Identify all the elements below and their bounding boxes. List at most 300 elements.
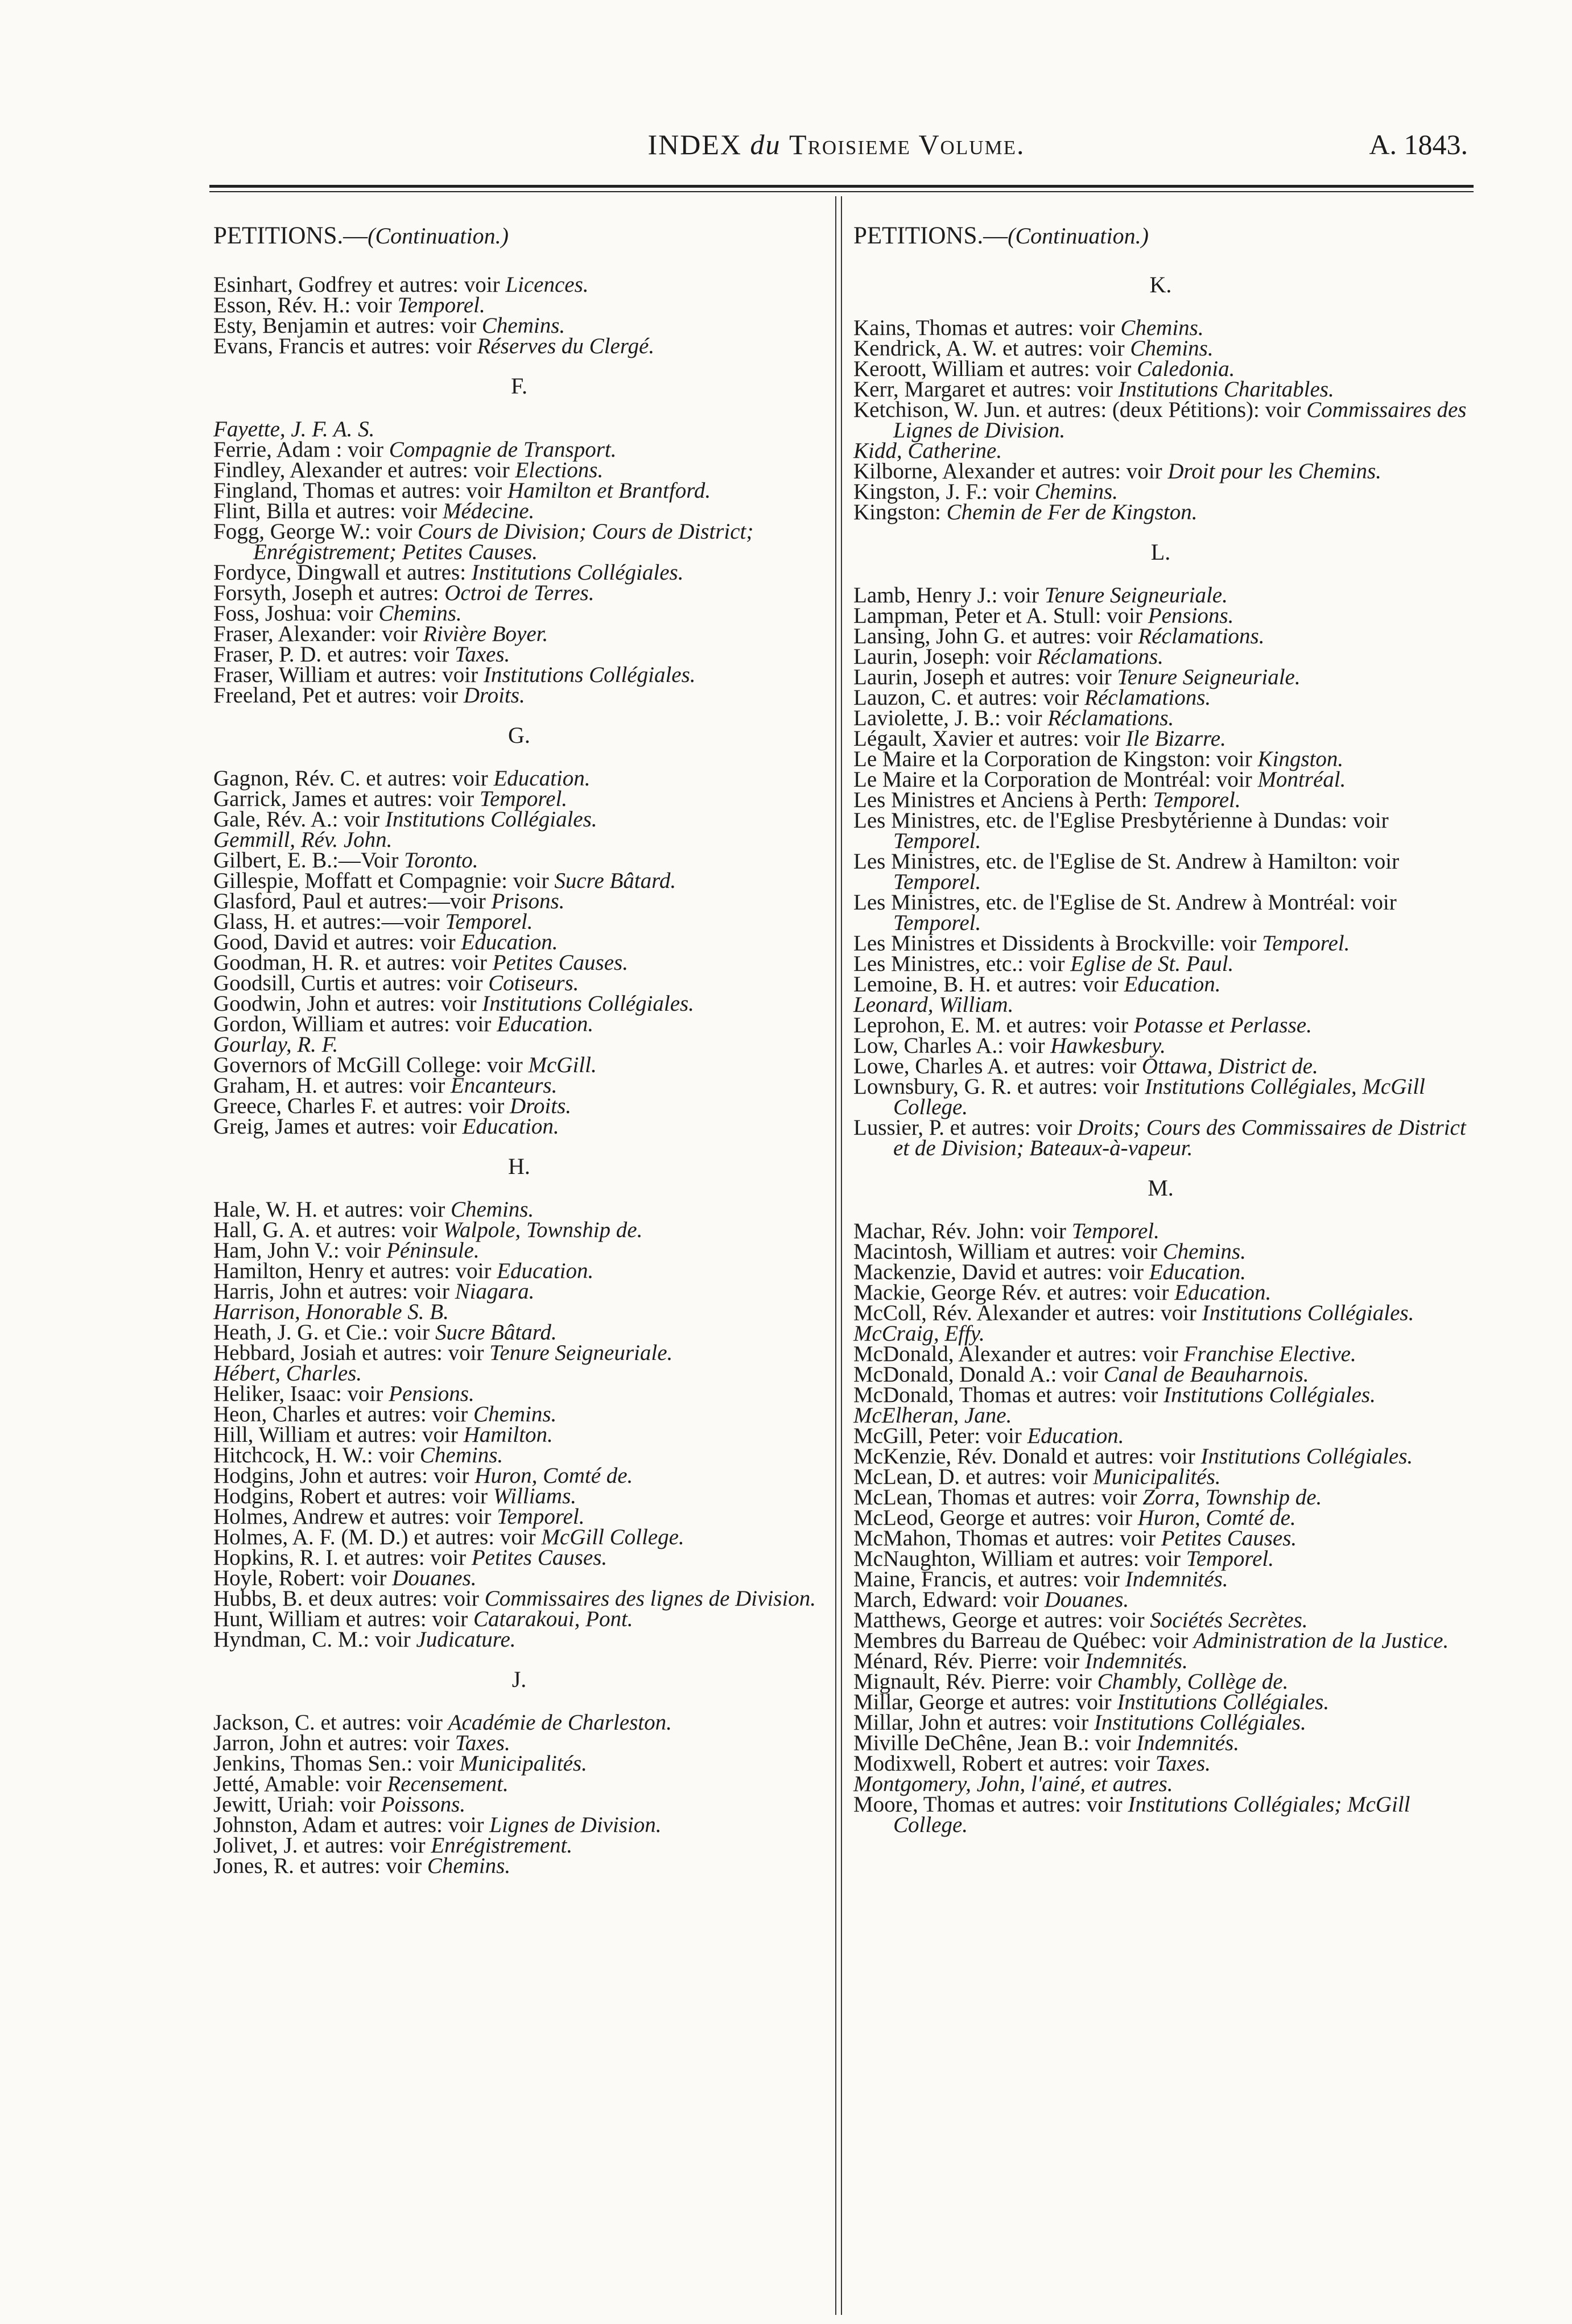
- index-entry: [213, 768, 825, 789]
- entry-reference: Tenure Seigneuriale.: [489, 1341, 673, 1365]
- entry-reference: Temporel.: [1071, 1219, 1160, 1243]
- entry-reference: Réserves du Clergé.: [477, 334, 655, 358]
- index-entry: [853, 1528, 1468, 1549]
- entry-reference: Walpole, Township de.: [443, 1218, 643, 1242]
- entry-reference: Tenure Seigneuriale.: [1044, 583, 1228, 607]
- index-entry: [853, 359, 1468, 379]
- index-entry: [853, 1344, 1468, 1364]
- entry-name: Hebbard, Josiah et autres: voir: [213, 1341, 490, 1365]
- index-entry: [853, 441, 1468, 461]
- index-entry: [213, 1240, 825, 1261]
- entry-name: Fraser, P. D. et autres: voir: [213, 642, 455, 667]
- index-entry: [213, 1302, 825, 1322]
- column-divider-left: [835, 196, 836, 2315]
- index-letter-heading: H.: [508, 1153, 530, 1179]
- entry-name: Jetté, Amable: voir: [213, 1772, 387, 1796]
- index-entry: [213, 830, 825, 850]
- entry-name: Ferrie, Adam : voir: [213, 437, 389, 462]
- entry-reference: Pensions.: [389, 1382, 475, 1406]
- right-entries: [853, 272, 1468, 1837]
- entry-reference: Institutions Collégiales.: [1094, 1710, 1306, 1735]
- entry-reference: Médecine.: [442, 499, 535, 523]
- entry-name: Kerr, Margaret et autres: voir: [853, 377, 1119, 402]
- entry-name: Hyndman, C. M.: voir: [213, 1627, 416, 1652]
- entry-name: Flint, Billa et autres: voir: [213, 499, 443, 523]
- index-entry: [853, 1467, 1468, 1487]
- index-entry: [853, 1262, 1468, 1283]
- entry-name: Fayette, J. F. A. S.: [213, 417, 375, 441]
- index-entry: [213, 1794, 825, 1815]
- entry-reference: Temporel.: [1153, 788, 1241, 812]
- index-entry: [853, 974, 1468, 995]
- entry-name: Laviolette, J. B.: voir: [853, 706, 1048, 730]
- index-entry: [853, 1056, 1468, 1077]
- index-entry: [853, 1115, 1468, 1160]
- entry-reference: Douanes.: [1044, 1587, 1129, 1612]
- index-entry: [213, 1504, 825, 1529]
- entry-reference: Droit pour les Chemins.: [1167, 459, 1381, 483]
- index-entry: [213, 1527, 825, 1548]
- left-column: [213, 219, 825, 1876]
- entry-name: Mignault, Rév. Pierre: voir: [853, 1669, 1097, 1694]
- entry-reference: Taxes.: [455, 642, 510, 667]
- entry-name: Hunt, William et autres: voir: [213, 1607, 473, 1631]
- index-entry: [853, 1569, 1468, 1590]
- entry-name: Millar, John et autres: voir: [853, 1710, 1095, 1735]
- entry-name: Graham, H. et autres: voir: [213, 1073, 451, 1098]
- index-entry: [213, 932, 825, 953]
- entry-name: Esty, Benjamin et autres: voir: [213, 313, 482, 338]
- index-entry: [853, 1239, 1468, 1264]
- index-entry: [853, 1774, 1468, 1794]
- entry-reference: Temporel.: [497, 1504, 585, 1529]
- index-entry: [853, 1280, 1468, 1305]
- index-entry: [853, 502, 1468, 523]
- index-entry: [213, 501, 825, 522]
- header-rule-thick: [209, 185, 1474, 188]
- entry-name: Gagnon, Rév. C. et autres: voir: [213, 766, 494, 791]
- index-entry: [213, 1363, 825, 1384]
- index-letter-heading: L.: [1150, 539, 1171, 565]
- entry-name: Macintosh, William et autres: voir: [853, 1239, 1163, 1264]
- index-entry: [213, 583, 825, 603]
- entry-reference: Institutions Collégiales, McGill College.: [893, 1074, 1425, 1119]
- entry-name: Glasford, Paul et autres:—voir: [213, 889, 492, 913]
- entry-reference: Chemins.: [427, 1854, 511, 1878]
- index-entry: [213, 665, 825, 685]
- entry-name: Modixwell, Robert et autres: voir: [853, 1751, 1156, 1776]
- column-divider-right: [841, 196, 842, 2315]
- index-entry: [213, 1220, 825, 1240]
- index-entry: [213, 336, 825, 357]
- index-entry: [213, 909, 825, 934]
- index-entry: [853, 767, 1468, 792]
- index-entry: [853, 954, 1468, 974]
- entry-name: Hopkins, R. I. et autres: voir: [213, 1545, 472, 1570]
- entry-name: Jolivet, J. et autres: voir: [213, 1833, 431, 1858]
- index-entry: [853, 1446, 1468, 1467]
- index-entry: [213, 644, 825, 665]
- entry-reference: Education.: [497, 1259, 594, 1283]
- index-entry: [853, 1546, 1468, 1571]
- entry-name: Greig, James et autres: voir: [213, 1114, 463, 1139]
- index-entry: [213, 685, 825, 706]
- entry-name: Kidd, Catherine.: [853, 439, 1002, 463]
- entry-reference: Institutions Collégiales.: [482, 991, 694, 1016]
- index-entry: [853, 810, 1468, 851]
- index-entry: [853, 1587, 1468, 1612]
- index-entry: [853, 1508, 1468, 1528]
- index-entry: [213, 1343, 825, 1363]
- entry-name: McDonald, Thomas et autres: voir: [853, 1383, 1164, 1407]
- entry-reference: Poissons.: [381, 1792, 466, 1817]
- entry-reference: Temporel.: [893, 911, 981, 935]
- left-heading-continuation: (Continuation.): [368, 223, 509, 249]
- index-entry: [853, 1487, 1468, 1508]
- entry-reference: Niagara.: [455, 1279, 535, 1304]
- index-entry: [853, 318, 1468, 338]
- entry-name: Hodgins, Robert et autres: voir: [213, 1484, 493, 1508]
- index-letter-heading: J.: [511, 1667, 527, 1692]
- entry-reference: Temporel.: [1186, 1546, 1274, 1571]
- entry-name: Holmes, A. F. (M. D.) et autres: voir: [213, 1525, 542, 1549]
- index-entry: [213, 1116, 825, 1137]
- entry-name: Kingston, J. F.: voir: [853, 479, 1035, 504]
- index-entry: [853, 479, 1468, 504]
- index-entry: [853, 667, 1468, 688]
- index-entry: [213, 973, 825, 994]
- entry-name: Laurin, Joseph et autres: voir: [853, 665, 1117, 689]
- entry-name: Glass, H. et autres:—voir: [213, 909, 445, 934]
- entry-name: Ketchison, W. Jun. et autres: (deux Pétitions): voir: [853, 398, 1307, 422]
- entry-name: Ham, John V.: voir: [213, 1238, 387, 1263]
- index-entry: [213, 1096, 825, 1116]
- entry-reference: Temporel.: [445, 909, 533, 934]
- entry-reference: Institutions Collégiales.: [471, 560, 684, 585]
- right-heading-continuation: (Continuation.): [1008, 223, 1149, 249]
- left-column-heading: [213, 219, 825, 253]
- entry-name: Heath, J. G. et Cie.: voir: [213, 1320, 435, 1345]
- index-entry: [213, 1422, 825, 1447]
- entry-name: Mackenzie, David et autres: voir: [853, 1260, 1149, 1284]
- left-heading-text: PETITIONS.—: [213, 222, 368, 249]
- index-entry: [213, 1835, 825, 1856]
- index-entry: [853, 644, 1468, 669]
- index-letter-heading: F.: [510, 373, 528, 399]
- index-entry: [853, 933, 1468, 954]
- entry-name: Kilborne, Alexander et autres: voir: [853, 459, 1168, 483]
- entry-name: McLean, D. et autres: voir: [853, 1465, 1094, 1489]
- entry-reference: Tenure Seigneuriale.: [1117, 665, 1301, 689]
- entry-name: Harrison, Honorable S. B.: [213, 1300, 449, 1324]
- index-entry: [213, 1710, 825, 1735]
- index-entry: [853, 1651, 1468, 1672]
- index-entry: [213, 1445, 825, 1466]
- index-entry: [213, 1586, 825, 1611]
- entry-reference: Institutions Collégiales.: [1200, 1444, 1413, 1469]
- index-entry: [853, 749, 1468, 770]
- entry-reference: Hamilton.: [463, 1422, 553, 1447]
- right-column: [853, 219, 1468, 1835]
- entry-name: Garrick, James et autres: voir: [213, 787, 480, 811]
- entry-reference: Catarakoui, Pont.: [473, 1607, 633, 1631]
- entry-name: McDonald, Donald A.: voir: [853, 1362, 1104, 1387]
- index-entry: [213, 1014, 825, 1035]
- entry-reference: Pensions.: [1148, 603, 1234, 628]
- entry-reference: Petites Causes.: [471, 1545, 608, 1570]
- index-entry: [853, 1426, 1468, 1446]
- index-entry: [853, 685, 1468, 710]
- index-entry: [213, 1281, 825, 1302]
- index-entry: [213, 1815, 825, 1835]
- entry-reference: Institutions Collégiales.: [385, 807, 597, 832]
- entry-reference: McGill College.: [541, 1525, 684, 1549]
- index-entry: [853, 1321, 1468, 1346]
- entry-reference: Chemins.: [1120, 316, 1204, 340]
- entry-name: Esson, Rév. H.: voir: [213, 293, 398, 317]
- entry-name: Lauzon, C. et autres: voir: [853, 685, 1085, 710]
- index-entry: [213, 1545, 825, 1570]
- entry-name: Leonard, William.: [853, 993, 1014, 1017]
- index-entry: [213, 295, 825, 316]
- entry-name: Heon, Charles et autres: voir: [213, 1402, 474, 1426]
- entry-reference: Temporel.: [1262, 931, 1350, 956]
- entry-name: Hubbs, B. et deux autres: voir: [213, 1586, 485, 1611]
- index-entry: [853, 1733, 1468, 1754]
- entry-name: Good, David et autres: voir: [213, 930, 461, 954]
- entry-reference: Chemins.: [481, 313, 566, 338]
- index-entry: [853, 1610, 1468, 1631]
- entry-reference: Temporel.: [479, 787, 568, 811]
- index-entry: [213, 560, 825, 585]
- entry-reference: Octroi de Terres.: [444, 581, 595, 605]
- entry-name: Mackie, George Rév. et autres: voir: [853, 1280, 1175, 1305]
- index-entry: [853, 1033, 1468, 1058]
- entry-name: Goodwin, John et autres: voir: [213, 991, 482, 1016]
- index-entry: [213, 478, 825, 503]
- entry-name: Membres du Barreau de Québec: voir: [853, 1628, 1194, 1653]
- index-entry: [853, 1692, 1468, 1713]
- entry-reference: Lignes de Division.: [489, 1813, 662, 1837]
- index-letter-heading: G.: [508, 722, 530, 748]
- index-entry: [213, 1774, 825, 1794]
- index-entry: [213, 460, 825, 481]
- entry-name: Jenkins, Thomas Sen.: voir: [213, 1751, 460, 1776]
- index-entry: [213, 272, 825, 297]
- index-entry: [213, 1073, 825, 1098]
- page-header: [205, 128, 1468, 162]
- entry-reference: Compagnie de Transport.: [389, 437, 617, 462]
- entry-reference: Cotiseurs.: [488, 971, 579, 995]
- index-entry: [853, 603, 1468, 628]
- page-title: [205, 128, 1468, 161]
- entry-name: Greece, Charles F. et autres: voir: [213, 1094, 510, 1118]
- index-entry: [213, 991, 825, 1016]
- right-column-heading: [853, 219, 1468, 253]
- entry-name: Lansing, John G. et autres: voir: [853, 624, 1138, 648]
- entry-reference: Recensement.: [387, 1772, 509, 1796]
- entry-reference: Indemnités.: [1125, 1567, 1228, 1591]
- entry-reference: Hamilton et Brantford.: [508, 478, 711, 503]
- index-entry: [213, 624, 825, 644]
- index-entry: [853, 585, 1468, 606]
- index-entry: [853, 708, 1468, 729]
- entry-name: Hill, William et autres: voir: [213, 1422, 464, 1447]
- entry-name: Lamb, Henry J.: voir: [853, 583, 1045, 607]
- entry-name: Findley, Alexander et autres: voir: [213, 458, 515, 482]
- entry-name: Governors of McGill College: voir: [213, 1053, 529, 1077]
- entry-name: Hitchcock, H. W.: voir: [213, 1443, 420, 1467]
- index-entry: [213, 1751, 825, 1776]
- entry-name: Jones, R. et autres: voir: [213, 1854, 427, 1878]
- entry-reference: Petites Causes.: [492, 950, 628, 975]
- entry-name: Fraser, Alexander: voir: [213, 622, 423, 646]
- entry-reference: Potasse et Perlasse.: [1133, 1013, 1312, 1037]
- index-entry: [213, 1261, 825, 1281]
- entry-name: Low, Charles A.: voir: [853, 1033, 1051, 1058]
- entry-name: Les Ministres, etc. de l'Eglise de St. Andrew à Hamilton: voir: [853, 849, 1400, 874]
- entry-reference: Education.: [493, 766, 591, 791]
- index-entry: [213, 950, 825, 975]
- index-entry: [853, 1794, 1468, 1835]
- entry-name: March, Edward: voir: [853, 1587, 1045, 1612]
- index-entry: [213, 1197, 825, 1222]
- index-entry: [853, 1669, 1468, 1694]
- entry-reference: Chemins.: [450, 1197, 534, 1222]
- index-entry: [853, 1405, 1468, 1426]
- index-entry: [853, 726, 1468, 751]
- entry-reference: Williams.: [493, 1484, 577, 1508]
- entry-reference: Droits; Cours des Commissaires de District et de Division; Bateaux-à-vapeur.: [893, 1115, 1466, 1160]
- entry-reference: Rivière Boyer.: [423, 622, 548, 646]
- entry-name: Le Maire et la Corporation de Kingston: voir: [853, 747, 1258, 771]
- entry-name: McColl, Rév. Alexander et autres: voir: [853, 1301, 1202, 1325]
- entry-name: Les Ministres, etc. de l'Eglise de St. Andrew à Montréal: voir: [853, 890, 1397, 915]
- entry-name: Hébert, Charles.: [213, 1361, 362, 1386]
- index-entry: [853, 400, 1468, 441]
- entry-reference: Réclamations.: [1084, 685, 1211, 710]
- entry-name: Gale, Rév. A.: voir: [213, 807, 385, 832]
- entry-reference: Institutions Collégiales; McGill College.: [893, 1792, 1410, 1837]
- entry-reference: Chemins.: [1034, 479, 1118, 504]
- entry-reference: Temporel.: [397, 293, 485, 317]
- entry-name: McDonald, Alexander et autres: voir: [853, 1342, 1184, 1366]
- entry-name: McMahon, Thomas et autres: voir: [853, 1526, 1161, 1550]
- index-entry: [213, 1322, 825, 1343]
- entry-reference: Sucre Bâtard.: [554, 869, 676, 893]
- title-index: INDEX: [647, 129, 742, 160]
- entry-name: Maine, Francis, et autres: voir: [853, 1567, 1125, 1591]
- right-heading-text: PETITIONS.—: [853, 222, 1008, 249]
- entry-reference: Municipalités.: [1093, 1465, 1221, 1489]
- entry-name: Lussier, P. et autres: voir: [853, 1115, 1078, 1140]
- index-entry: [213, 1733, 825, 1754]
- entry-name: Gordon, William et autres: voir: [213, 1012, 497, 1036]
- entry-name: Gillespie, Moffatt et Compagnie: voir: [213, 869, 555, 893]
- entry-reference: Education.: [1174, 1280, 1272, 1305]
- entry-reference: Eglise de St. Paul.: [1070, 952, 1234, 976]
- entry-reference: Sucre Bâtard.: [435, 1320, 557, 1345]
- index-entry: [213, 603, 825, 624]
- index-entry: [213, 1856, 825, 1876]
- entry-reference: Huron, Comté de.: [475, 1463, 633, 1488]
- index-entry: [853, 461, 1468, 482]
- entry-reference: Péninsule.: [386, 1238, 480, 1263]
- entry-reference: Chemins.: [1130, 336, 1214, 361]
- entry-reference: Licences.: [505, 272, 589, 297]
- index-entry: [853, 1751, 1468, 1776]
- index-entry: [213, 1568, 825, 1589]
- entry-name: Foss, Joshua: voir: [213, 601, 379, 626]
- entry-name: Miville DeChêne, Jean B.: voir: [853, 1731, 1137, 1755]
- entry-reference: Réclamations.: [1047, 706, 1174, 730]
- entry-name: Matthews, George et autres: voir: [853, 1608, 1150, 1632]
- entry-reference: Taxes.: [455, 1731, 510, 1755]
- entry-reference: Indemnités.: [1084, 1649, 1188, 1673]
- entry-reference: Education.: [1027, 1424, 1124, 1448]
- entry-reference: Droits.: [463, 683, 525, 708]
- entry-reference: Canal de Beauharnois.: [1103, 1362, 1309, 1387]
- entry-name: Kains, Thomas et autres: voir: [853, 316, 1121, 340]
- entry-name: Esinhart, Godfrey et autres: voir: [213, 272, 506, 297]
- index-letter-heading: K.: [1149, 272, 1172, 297]
- entry-reference: Ottawa, District de.: [1141, 1054, 1318, 1078]
- entry-name: McElheran, Jane.: [853, 1403, 1012, 1428]
- index-entry: [213, 1404, 825, 1425]
- entry-reference: Temporel.: [893, 870, 981, 894]
- entry-name: Lampman, Peter et A. Stull: voir: [853, 603, 1148, 628]
- index-entry: [213, 1627, 825, 1652]
- title-rest: Troisieme Volume.: [789, 129, 1025, 160]
- index-entry: [213, 313, 825, 338]
- entry-reference: Académie de Charleston.: [448, 1710, 672, 1735]
- entry-name: Harris, John et autres: voir: [213, 1279, 455, 1304]
- entry-name: Jackson, C. et autres: voir: [213, 1710, 448, 1735]
- entry-name: Légault, Xavier et autres: voir: [853, 726, 1126, 751]
- entry-name: Johnston, Adam et autres: voir: [213, 1813, 490, 1837]
- entry-name: Hamilton, Henry et autres: voir: [213, 1259, 497, 1283]
- entry-reference: Réclamations.: [1138, 624, 1265, 648]
- index-entry: [853, 892, 1468, 933]
- index-entry: [853, 1628, 1468, 1653]
- entry-reference: Commissaires des Lignes de Division.: [893, 398, 1467, 443]
- entry-name: Goodsill, Curtis et autres: voir: [213, 971, 489, 995]
- entry-reference: Judicature.: [416, 1627, 516, 1652]
- entry-name: Millar, George et autres: voir: [853, 1690, 1117, 1714]
- title-du: du: [750, 129, 781, 160]
- entry-reference: McGill.: [528, 1053, 597, 1077]
- entry-reference: Encanteurs.: [450, 1073, 558, 1098]
- index-entry: [213, 891, 825, 912]
- index-entry: [853, 1385, 1468, 1405]
- entry-reference: Institutions Charitables.: [1118, 377, 1334, 402]
- entry-reference: Administration de la Justice.: [1193, 1628, 1449, 1653]
- entry-reference: Education.: [462, 1114, 559, 1139]
- entry-reference: Petites Causes.: [1161, 1526, 1297, 1550]
- entry-name: Fogg, George W.: voir: [213, 519, 418, 544]
- entry-reference: Indemnités.: [1136, 1731, 1240, 1755]
- entry-name: Hale, W. H. et autres: voir: [213, 1197, 451, 1222]
- entry-reference: Toronto.: [404, 848, 478, 872]
- index-entry: [853, 338, 1468, 359]
- entry-name: Heliker, Isaac: voir: [213, 1382, 389, 1406]
- entry-reference: Enrégistrement.: [431, 1833, 573, 1858]
- index-entry: [853, 1364, 1468, 1385]
- entry-name: Fingland, Thomas et autres: voir: [213, 478, 508, 503]
- index-entry: [853, 995, 1468, 1015]
- index-entry: [853, 1074, 1468, 1119]
- index-entry: [213, 419, 825, 440]
